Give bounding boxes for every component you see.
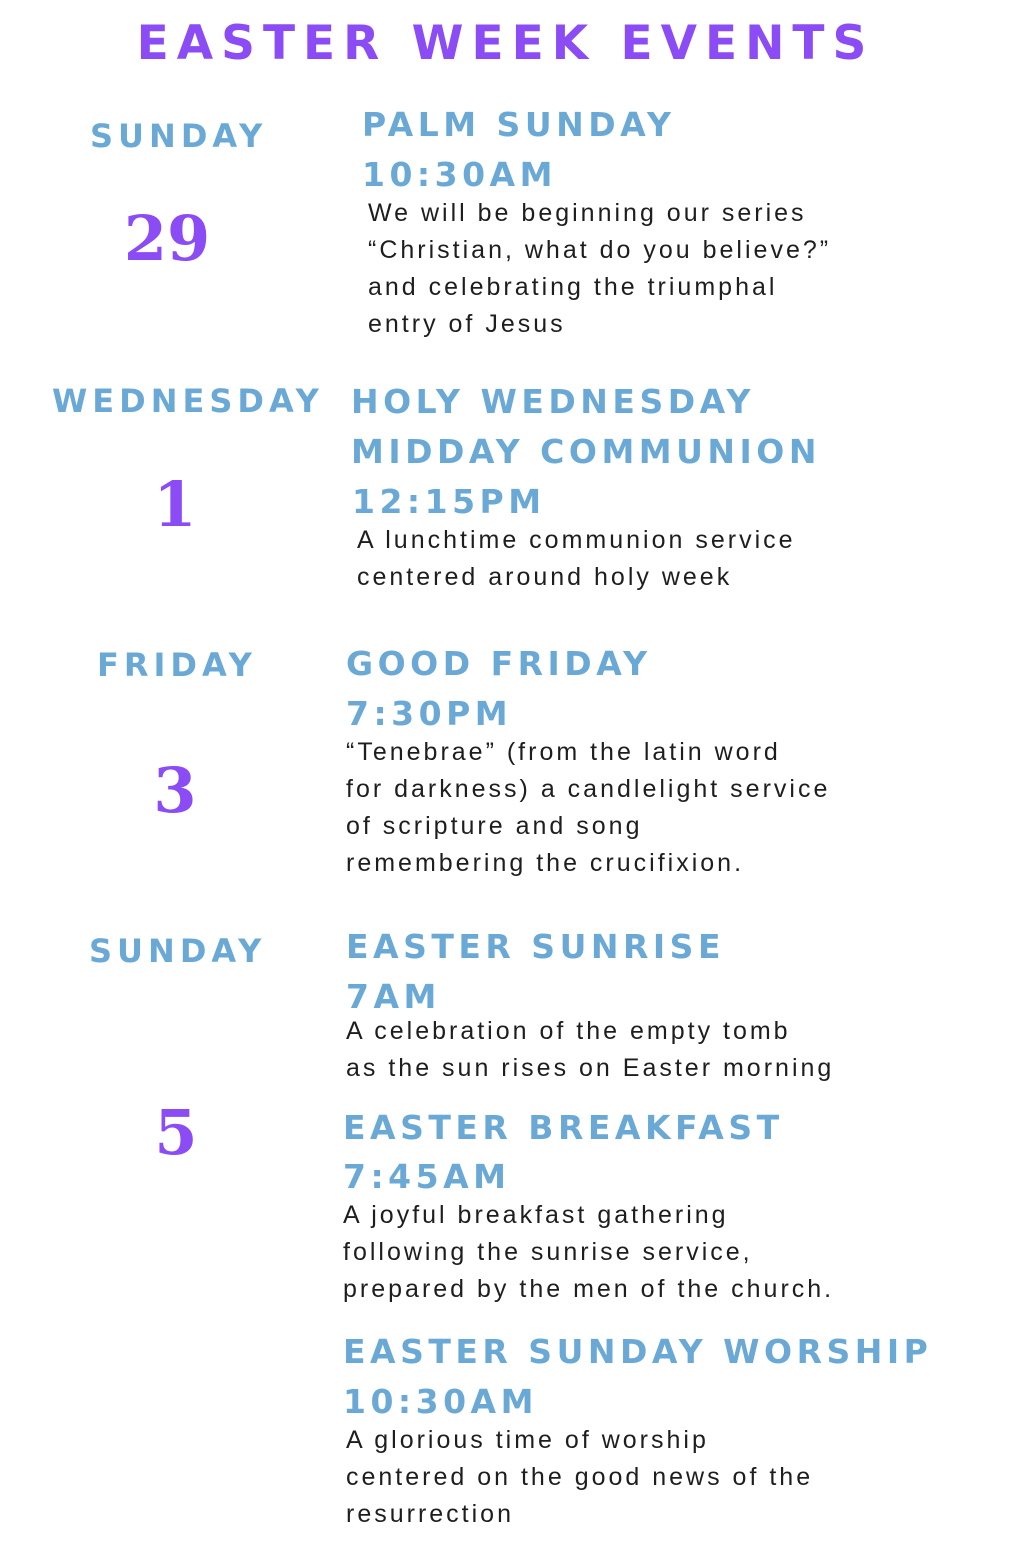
event-title-palm-sunday: PALM SUNDAY [362, 105, 676, 144]
date-number-1: 1 [153, 468, 197, 541]
event-title-good-friday: GOOD FRIDAY [346, 644, 652, 683]
date-number-5: 5 [154, 1096, 198, 1169]
event-time-palm-sunday: 10:30AM [362, 155, 557, 194]
event-time-easter-breakfast: 7:45AM [343, 1157, 511, 1196]
event-description-easter-sunrise: A celebration of the empty tomb as the sun rises on Easter morning [346, 1017, 835, 1082]
event-description-good-friday: “Tenebrae” (from the latin word for darkness) a candlelight service of scripture and song remembering the crucifixion. [346, 738, 831, 877]
event-time-easter-sunrise: 7AM [346, 977, 441, 1016]
event-description-easter-sunday-worship: A glorious time of worship centered on the good news of the resurrection [346, 1426, 814, 1528]
event-description-palm-sunday: We will be beginning our series “Christian, what do you believe?” and celebrating the triumphal entry of Jesus [368, 199, 832, 338]
event-title-holy-wednesday: HOLY WEDNESDAY [351, 382, 755, 421]
event-title-easter-breakfast: EASTER BREAKFAST [343, 1108, 784, 1147]
event-time-holy-wednesday: 12:15PM [352, 482, 546, 521]
event-description-holy-wednesday: A lunchtime communion service centered around holy week [357, 526, 796, 591]
event-title-easter-sunday-worship: EASTER SUNDAY WORSHIP [343, 1332, 933, 1371]
event-time-easter-sunday-worship: 10:30AM [343, 1382, 538, 1421]
event-title-easter-sunrise: EASTER SUNRISE [346, 927, 725, 966]
event-title-midday-communion: MIDDAY COMMUNION [351, 432, 821, 471]
date-number-29: 29 [123, 202, 211, 275]
day-label-sunday-29: SUNDAY [90, 117, 268, 155]
event-time-good-friday: 7:30PM [346, 694, 513, 733]
event-description-easter-breakfast: A joyful breakfast gathering following the sunrise service, prepared by the men of the church. [343, 1201, 835, 1303]
day-label-wednesday: WEDNESDAY [52, 382, 324, 420]
day-label-friday: FRIDAY [97, 646, 257, 684]
page-title: EASTER WEEK EVENTS [136, 16, 875, 71]
date-number-3: 3 [153, 754, 197, 827]
day-label-sunday-5: SUNDAY [89, 932, 267, 970]
